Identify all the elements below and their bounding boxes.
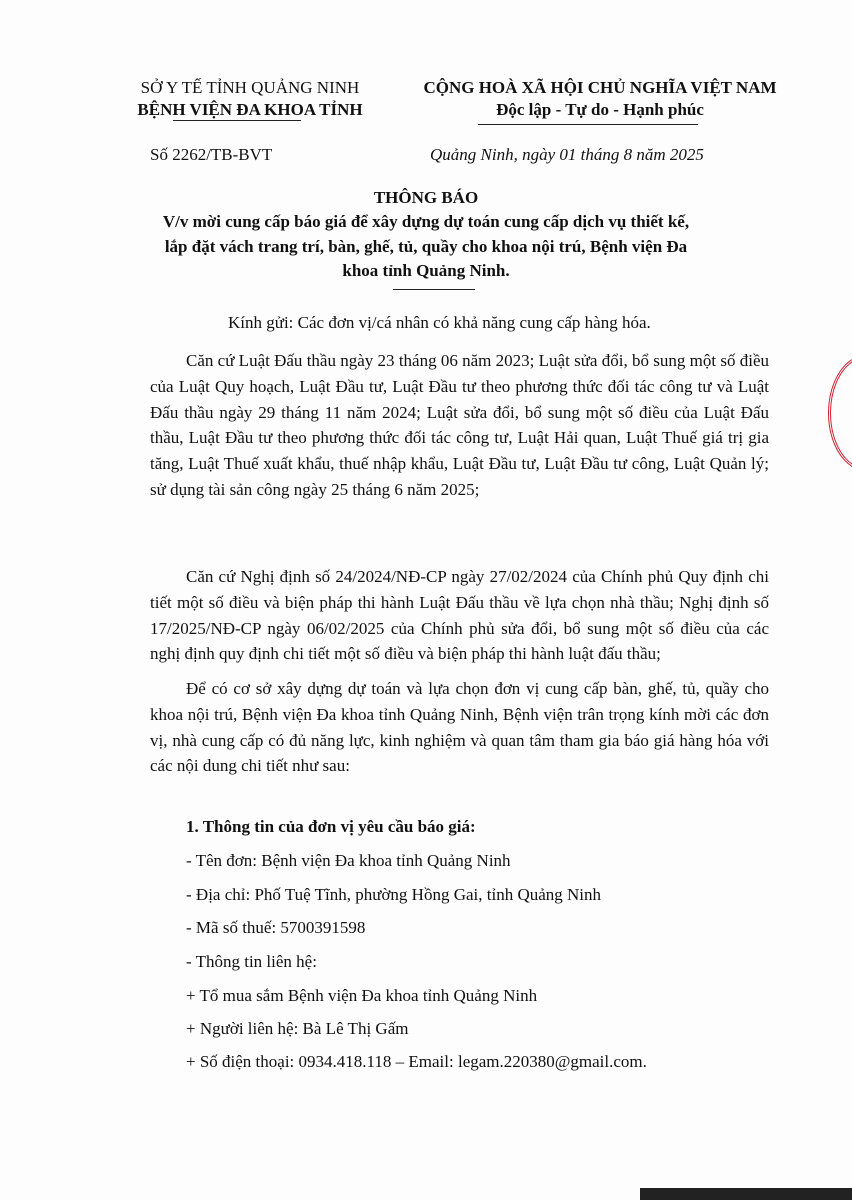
scan-edge-bar <box>640 1188 852 1200</box>
paragraph: Căn cứ Luật Đấu thầu ngày 23 tháng 06 năm 2023; Luật sửa đổi, bổ sung một số điều của Luật Quy hoạch, Luật Đầu tư, Luật Đầu tư theo phương thức đối tác công tư và Luật Đấu thầu ngày 29 tháng 11 năm 2024; Luật sửa đổi, bổ sung một số điều của Luật Đấu thầu, Luật Đầu tư theo phương thức đối tác công tư, Luật Hải quan, Luật Thuế giá trị gia tăng, Luật Thuế xuất khẩu, thuế nhập khẩu, Luật Đầu tư, Luật Đầu tư công, Luật Quản lý; sử dụng tài sản công ngày 25 tháng 6 năm 2025; <box>150 351 769 499</box>
list-item: + Tổ mua sắm Bệnh viện Đa khoa tỉnh Quảng Ninh <box>186 986 538 1005</box>
red-seal-stamp <box>828 355 852 471</box>
org-name: BỆNH VIỆN ĐA KHOA TỈNH <box>137 100 363 119</box>
divider <box>393 289 475 290</box>
subject-line: lắp đặt vách trang trí, bàn, ghế, tủ, quầy cho khoa nội trú, Bệnh viện Đa <box>164 236 688 256</box>
document-number: Số 2262/TB-BVT <box>150 145 273 164</box>
paragraph: Để có cơ sở xây dựng dự toán và lựa chọn đơn vị cung cấp bàn, ghế, tủ, quầy cho khoa nội trú, Bệnh viện Đa khoa tỉnh Quảng Ninh, Bệnh viện trân trọng kính mời các đơn vị, nhà cung cấp có đủ năng lực, kinh nghiệm và quan tâm tham gia báo giá hàng hóa với các nội dung chi tiết như sau: <box>150 679 769 776</box>
list-item: - Thông tin liên hệ: <box>186 952 317 971</box>
agency-name: SỞ Y TẾ TỈNH QUẢNG NINH <box>140 78 360 97</box>
header-left <box>100 77 400 121</box>
country-name: CỘNG HOÀ XÃ HỘI CHỦ NGHĨA VIỆT NAM <box>423 78 777 97</box>
divider <box>173 120 301 121</box>
list-item: - Địa chỉ: Phố Tuệ Tĩnh, phường Hồng Gai, tỉnh Quảng Ninh <box>186 885 602 904</box>
paragraph: Căn cứ Nghị định số 24/2024/NĐ-CP ngày 27/02/2024 của Chính phủ Quy định chi tiết một số điều và biện pháp thi hành Luật Đấu thầu về lựa chọn nhà thầu; Nghị định số 17/2025/NĐ-CP ngày 06/02/2025 của Chính phủ sửa đổi, bổ sung một số điều của các nghị định quy định chi tiết một số điều và biện pháp thi hành luật đấu thầu; <box>150 567 769 664</box>
subject-line: V/v mời cung cấp báo giá để xây dựng dự toán cung cấp dịch vụ thiết kế, <box>162 212 690 231</box>
list-item: - Tên đơn: Bệnh viện Đa khoa tỉnh Quảng Ninh <box>186 851 511 870</box>
place-date: Quảng Ninh, ngày 01 tháng 8 năm 2025 <box>430 145 704 164</box>
motto: Độc lập - Tự do - Hạnh phúc <box>496 100 704 119</box>
recipient: Kính gửi: Các đơn vị/cá nhân có khả năng cung cấp hàng hóa. <box>228 313 651 332</box>
section-heading: 1. Thông tin của đơn vị yêu cầu báo giá: <box>186 817 476 836</box>
list-item: + Số điện thoại: 0934.418.118 – Email: legam.220380@gmail.com. <box>186 1052 647 1071</box>
document-title: THÔNG BÁO <box>373 188 479 207</box>
list-item: - Mã số thuế: 5700391598 <box>186 918 366 937</box>
subject-line: khoa tỉnh Quảng Ninh. <box>342 261 510 280</box>
header-right <box>385 77 815 121</box>
divider <box>478 124 698 125</box>
document-subject <box>100 210 752 284</box>
list-item: + Người liên hệ: Bà Lê Thị Gấm <box>186 1019 409 1038</box>
